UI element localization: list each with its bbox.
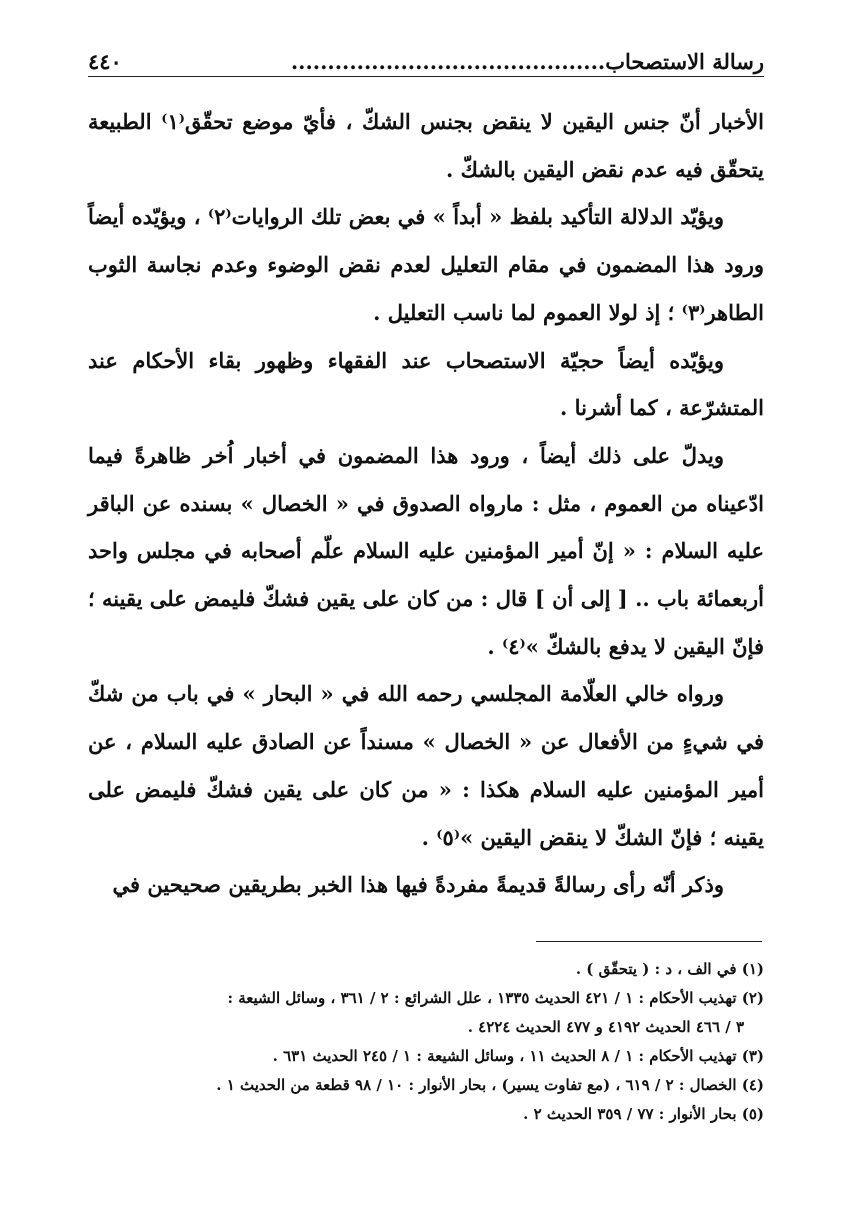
running-header <box>88 38 764 74</box>
paragraph-1: الأخبار أنّ جنس اليقين لا ينقض بجنس الشكّ ، فأيّ موضع تحقّق⁽١⁾ الطبيعة يتحقّق فيه عدم نقض اليقين بالشكّ . <box>88 109 765 182</box>
paragraph-6: وذكر أنّه رأى رسالةً قديمةً مفردةً فيها هذا الخبر بطريقين صحيحين في <box>112 872 724 898</box>
paragraph-4: ويدلّ على ذلك أيضاً ، ورود هذا المضمون في أخبار اُخر ظاهرةً فيما ادّعيناه من العموم ، مثل : مارواه الصدوق في « الخصال » بسنده عن الباقر عليه السلام : « إنّ أمير المؤمنين عليه السلام علّم أصحابه في مجلس واحد أربعمائة باب .. [ إلى أن ] قال : من كان على يقين فشكّ فليمض على يقينه ؛ فإنّ اليقين لا يدفع بالشكّ »⁽٤⁾ . <box>88 442 764 659</box>
footnote-5: (٥) بحار الأنوار : ٧٧ / ٣٥٩ الحديث ٢ . <box>523 1105 764 1123</box>
footnotes <box>88 955 764 1129</box>
footnote-2-continued: ٣ / ٤٦٦ الحديث ٤١٩٢ و ٤٧٧ الحديث ٤٢٢٤ . <box>467 1018 744 1036</box>
header-rule <box>88 76 764 77</box>
footnote-rule <box>536 941 762 942</box>
footnote-1: (١) في الف ، د : ( يتحقّق ) . <box>575 960 764 978</box>
page-number: ٤٤٠ <box>88 49 122 74</box>
paragraph-3: ويؤيّده أيضاً حجيّة الاستصحاب عند الفقهاء وظهور بقاء الأحكام عند المتشرّعة ، كما أشرنا . <box>88 347 764 421</box>
main-text <box>88 98 764 909</box>
paragraph-5: ورواه خالي العلّامة المجلسي رحمه الله في « البحار » في باب من شكّ في شيءٍ من الأفعال عن « الخصال » مسنداً عن الصادق عليه السلام ، عن أمير المؤمنين عليه السلام هكذا : « من كان على يقين فشكّ فليمض على يقينه ؛ فإنّ الشكّ لا ينقض اليقين »⁽٥⁾ . <box>88 681 764 850</box>
paragraph-2: ويؤيّد الدلالة التأكيد بلفظ « أبداً » في بعض تلك الروايات⁽٢⁾ ، ويؤيّده أيضاً ورود هذا المضمون في مقام التعليل لعدم نقض الوضوء وعدم نجاسة الثوب الطاهر⁽٣⁾ ؛ إذ لولا العموم لما ناسب التعليل . <box>88 204 764 325</box>
leader-dots: ........................................... <box>290 49 606 74</box>
footnote-4: (٤) الخصال : ٢ / ٦١٩ ، (مع تفاوت يسير) ، بحار الأنوار : ١٠ / ٩٨ قطعة من الحديث ١ . <box>216 1076 764 1094</box>
footnote-3: (٣) تهذيب الأحكام : ١ / ٨ الحديث ١١ ، وسائل الشيعة : ١ / ٢٤٥ الحديث ٦٣١ . <box>272 1047 764 1065</box>
footnote-2: (٢) تهذيب الأحكام : ١ / ٤٢١ الحديث ١٣٣٥ ، علل الشرائع : ٢ / ٣٦١ ، وسائل الشيعة : <box>227 989 764 1007</box>
running-title: رسالة الاستصحاب........................................... <box>290 49 764 74</box>
